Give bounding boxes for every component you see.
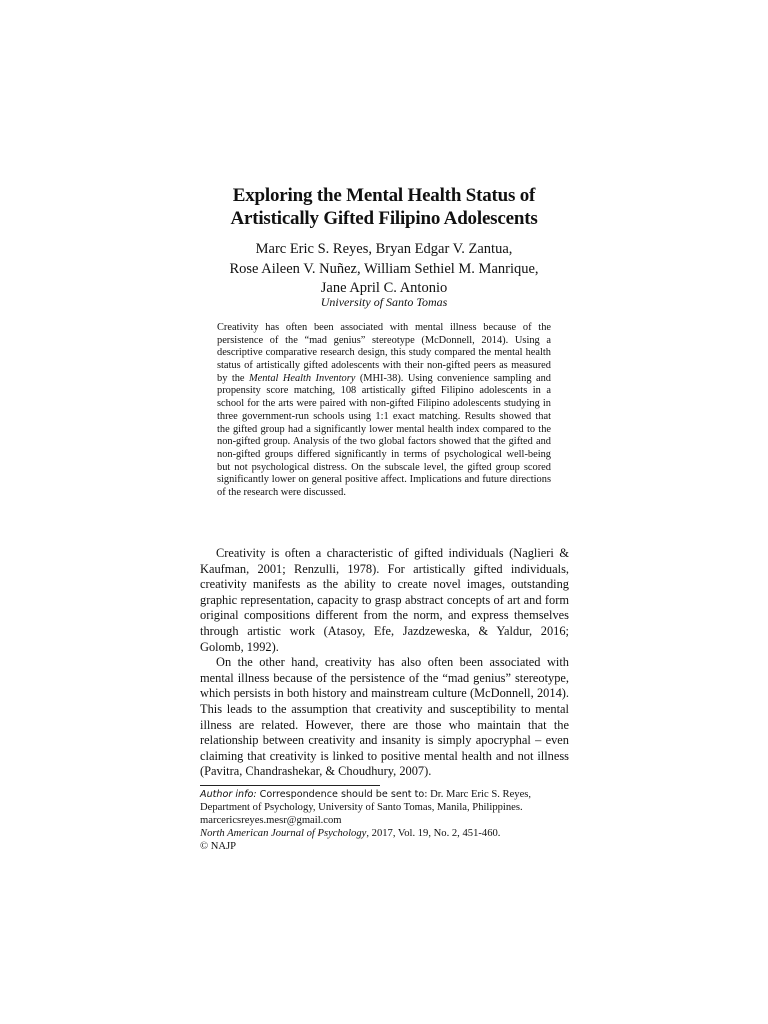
paper-title <box>170 184 598 230</box>
footnote-email: marcericsreyes.mesr@gmail.com <box>200 815 342 826</box>
footnote-volume: , 2017, Vol. 19, No. 2, 451-460. <box>366 828 501 839</box>
title-line-1: Exploring the Mental Health Status of <box>232 185 536 206</box>
abstract-text-1: Creativity has often been associated with mental illness because of the persistence of the “mad genius” stereotype (McDonnell, 2014). Using a descriptive comparative research design, this study compared the mental health status of artistically gifted adolescents with their non-gifted peers as measured by the <box>217 322 551 384</box>
affiliation: University of Santo Tomas <box>320 295 448 309</box>
footnote-copyright: © NAJP <box>200 841 237 852</box>
footnote-author: Dr. Marc Eric S. Reyes, <box>427 789 532 800</box>
abstract-instrument-name: Mental Health Inventory <box>248 372 356 384</box>
authors-line-3: Jane April C. Antonio <box>320 280 448 296</box>
footnote-department: Department of Psychology, University of Santo Tomas, Manila, Philippines. <box>200 802 523 813</box>
footnote-divider <box>200 785 380 786</box>
footnote-line-1 <box>200 788 569 801</box>
footnote-citation <box>200 827 569 840</box>
footnote <box>200 788 569 853</box>
author-list <box>170 240 598 299</box>
authors-line-1: Marc Eric S. Reyes, Bryan Edgar V. Zantua, <box>255 241 513 257</box>
abstract-text-2: (MHI-38). Using convenience sampling and propensity score matching, 108 artistically gifted Filipino adolescents in a school for the arts were paired with non-gifted Filipino adolescents studying in three government-run schools using 1:1 exact matching. Results showed that the gifted group had a significantly lower mental health index compared to the non-gifted group. Analysis of the two global factors showed that the gifted and non-gifted groups differed significantly in terms of psychological well-being but not psychological distress. On the subscale level, the gifted group scored significantly lower on general positive affect. Implications and future directions of the research were discussed. <box>217 372 551 498</box>
body-paragraph-1: Creativity is often a characteristic of gifted individuals (Naglieri & Kaufman, 2001; Renzulli, 1978). For artistically gifted individuals, creativity manifests as the ability to create novel images, outstanding graphic representation, capacity to grasp abstract concepts of art and form original compositions different from the norm, and express themselves through artistic work (Atasoy, Efe, Jazdzeweska, & Yaldur, 2016; Golomb, 1992). <box>200 546 569 654</box>
title-line-2: Artistically Gifted Filipino Adolescents <box>230 208 538 229</box>
body-text <box>200 546 569 780</box>
authors-line-2: Rose Aileen V. Nuñez, William Sethiel M. Manrique, <box>229 260 539 277</box>
footnote-label: Author info: <box>200 789 257 800</box>
abstract <box>217 322 551 500</box>
body-paragraph-2: On the other hand, creativity has also often been associated with mental illness because of the persistence of the “mad genius” stereotype, which persists in both history and mainstream culture (McDonnell, 2014). This leads to the assumption that creativity and susceptibility to mental illness are related. However, there are those who maintain that the relationship between creativity and insanity is simply apocryphal – even claiming that creativity is linked to positive mental health and not illness (Pavitra, Chandrashekar, & Choudhury, 2007). <box>200 655 569 779</box>
footnote-journal: North American Journal of Psychology <box>200 828 367 839</box>
footnote-lead: Correspondence should be sent to: <box>256 789 428 800</box>
